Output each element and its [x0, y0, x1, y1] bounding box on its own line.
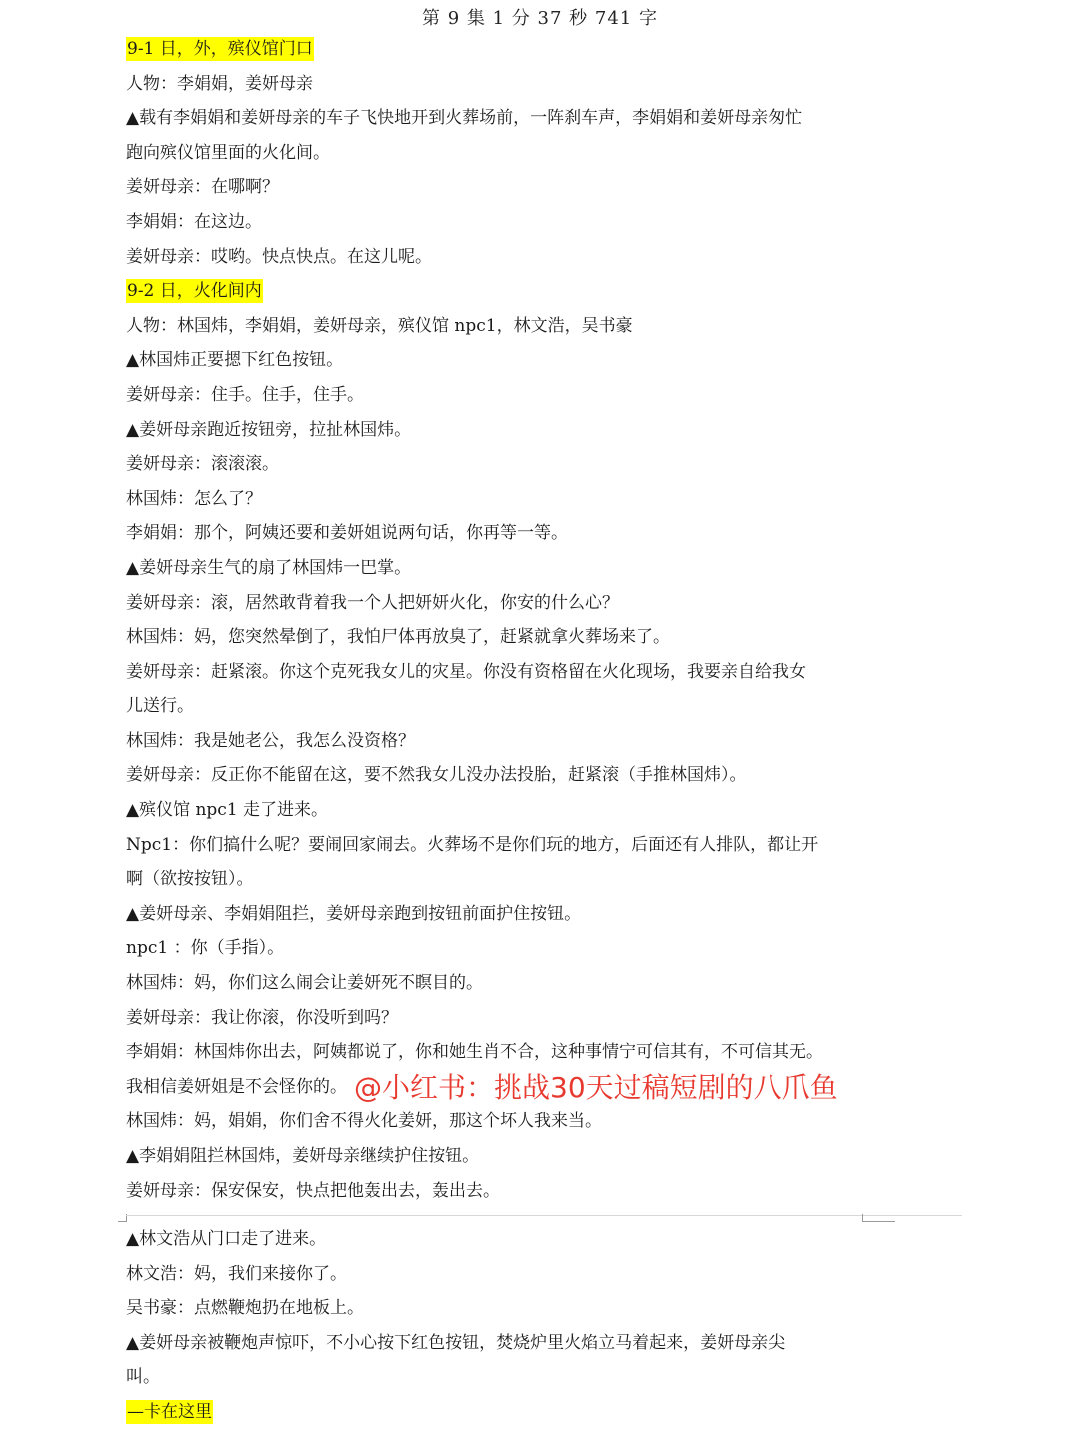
line-text: ▲姜妍母亲被鞭炮声惊吓，不小心按下红色按钮，焚烧炉里火焰立马着起来，姜妍母亲尖 — [126, 1332, 786, 1353]
script-line — [126, 828, 886, 863]
script-line — [126, 101, 886, 136]
script-line — [126, 655, 886, 690]
script-line — [126, 1291, 886, 1326]
line-text: ▲李娟娟阻拦林国炜，姜妍母亲继续护住按钮。 — [126, 1146, 480, 1166]
script-line — [126, 689, 886, 724]
line-text: ▲林文浩从门口走了进来。 — [126, 1229, 327, 1249]
line-text: 林国炜：怎么了？ — [126, 488, 262, 509]
line-text: 李娟娟：那个，阿姨还要和姜妍姐说两句话，你再等一等。 — [126, 523, 568, 544]
script-line — [126, 240, 886, 275]
script-page-1 — [126, 32, 886, 1208]
scene-heading — [126, 32, 886, 67]
line-text: 儿送行。 — [126, 696, 194, 717]
script-line — [126, 551, 886, 586]
script-line — [126, 897, 886, 932]
line-text: ▲载有李娟娟和姜妍母亲的车子飞快地开到火葬场前，一阵刹车声，李娟娟和姜妍母亲匆忙 — [126, 108, 803, 129]
script-line — [126, 862, 886, 897]
script-line — [126, 1139, 886, 1174]
script-line — [126, 205, 886, 240]
line-text: 跑向殡仪馆里面的火化间。 — [126, 142, 330, 163]
script-line — [126, 1326, 886, 1361]
line-text: ▲殡仪馆 npc1 走了进来。 — [126, 800, 329, 821]
line-text: ▲姜妍母亲生气的扇了林国炜一巴掌。 — [126, 557, 412, 578]
line-text: 姜妍母亲：反正你不能留在这，要不然我女儿没办法投胎，赶紧滚（手推林国炜）。 — [126, 765, 747, 786]
script-line — [126, 586, 886, 621]
script-line — [126, 378, 886, 413]
script-line — [126, 793, 886, 828]
line-text: 姜妍母亲：赶紧滚。你这个克死我女儿的灾星。你没有资格留在火化现场，我要亲自给我女 — [126, 661, 806, 682]
script-line — [126, 1360, 886, 1395]
script-line — [126, 931, 886, 966]
line-text: 姜妍母亲：哎哟。快点快点。在这儿呢。 — [126, 246, 432, 267]
script-line — [126, 447, 886, 482]
line-text: 姜妍母亲：滚滚滚。 — [126, 454, 279, 475]
script-line — [126, 170, 886, 205]
script-line — [126, 309, 886, 344]
line-text: 吴书豪：点燃鞭炮扔在地板上。 — [126, 1298, 364, 1319]
line-text: 林国炜：妈，娟娟，你们舍不得火化姜妍，那这个坏人我来当。 — [126, 1111, 602, 1132]
script-line — [126, 1174, 886, 1209]
line-text: 啊（欲按按钮）。 — [126, 869, 254, 890]
page-break-rule — [126, 1215, 962, 1216]
line-text: 李娟娟：林国炜你出去，阿姨都说了，你和她生肖不合，这种事情宁可信其有，不可信其无。 — [126, 1042, 823, 1063]
line-text: 姜妍母亲：住手。住手，住手。 — [126, 384, 364, 405]
script-line — [126, 1035, 886, 1070]
line-text: 叫。 — [126, 1367, 160, 1388]
highlighted-text: 9-1 日，外，殡仪馆门口 — [127, 39, 313, 59]
script-line — [126, 413, 886, 448]
margin-corner-right — [862, 1214, 895, 1222]
script-line — [126, 620, 886, 655]
scene-heading — [126, 1395, 886, 1430]
line-text: Npc1：你们搞什么呢？要闹回家闹去。火葬场不是你们玩的地方，后面还有人排队，都让开 — [126, 834, 819, 855]
line-text: 林国炜：妈，你们这么闹会让姜妍死不瞑目的。 — [126, 973, 483, 994]
watermark: @小红书：挑战30天过稿短剧的八爪鱼 — [354, 1071, 838, 1104]
line-text: 姜妍母亲：保安保安，快点把他轰出去，轰出去。 — [126, 1180, 500, 1201]
script-line — [126, 1001, 886, 1036]
line-text: 人物：李娟娟，姜妍母亲 — [126, 73, 313, 94]
script-page-2 — [126, 1222, 886, 1430]
line-text: 我相信姜妍姐是不会怪你的。 — [126, 1076, 347, 1097]
line-text: 姜妍母亲：在哪啊？ — [126, 177, 279, 198]
script-line — [126, 758, 886, 793]
line-text: 林国炜：妈，您突然晕倒了，我怕尸体再放臭了，赶紧就拿火葬场来了。 — [126, 627, 670, 648]
script-line — [126, 1257, 886, 1292]
line-text: 林文浩：妈，我们来接你了。 — [126, 1263, 347, 1284]
line-text: 姜妍母亲：滚，居然敢背着我一个人把妍妍火化，你安的什么心？ — [126, 592, 619, 613]
script-line — [126, 724, 886, 759]
line-text: ▲姜妍母亲跑近按钮旁，拉扯林国炜。 — [126, 419, 412, 440]
script-line — [126, 516, 886, 551]
script-line — [126, 1104, 886, 1139]
script-line — [126, 67, 886, 102]
script-line — [126, 966, 886, 1001]
page-break — [118, 1214, 962, 1222]
line-text: ▲姜妍母亲、李娟娟阻拦，姜妍母亲跑到按钮前面护住按钮。 — [126, 903, 582, 924]
line-text: ▲林国炜正要摁下红色按钮。 — [126, 350, 344, 371]
line-text: npc1 ：你（手指）。 — [126, 938, 285, 959]
line-text: 林国炜：我是她老公，我怎么没资格？ — [126, 730, 415, 751]
line-text: 人物：林国炜，李娟娟，姜妍母亲，殡仪馆 npc1，林文浩，吴书豪 — [126, 315, 633, 336]
script-line — [126, 343, 886, 378]
document-header: 第 9 集 1 分 37 秒 741 字 — [422, 8, 658, 29]
line-text: 姜妍母亲：我让你滚，你没听到吗？ — [126, 1007, 398, 1028]
highlighted-text: 9-2 日，火化间内 — [127, 281, 262, 302]
script-line — [126, 1222, 886, 1257]
script-line — [126, 482, 886, 517]
highlighted-text: —卡在这里 — [127, 1401, 212, 1422]
line-text: 李娟娟：在这边。 — [126, 211, 262, 232]
scene-heading — [126, 274, 886, 309]
script-line — [126, 136, 886, 171]
